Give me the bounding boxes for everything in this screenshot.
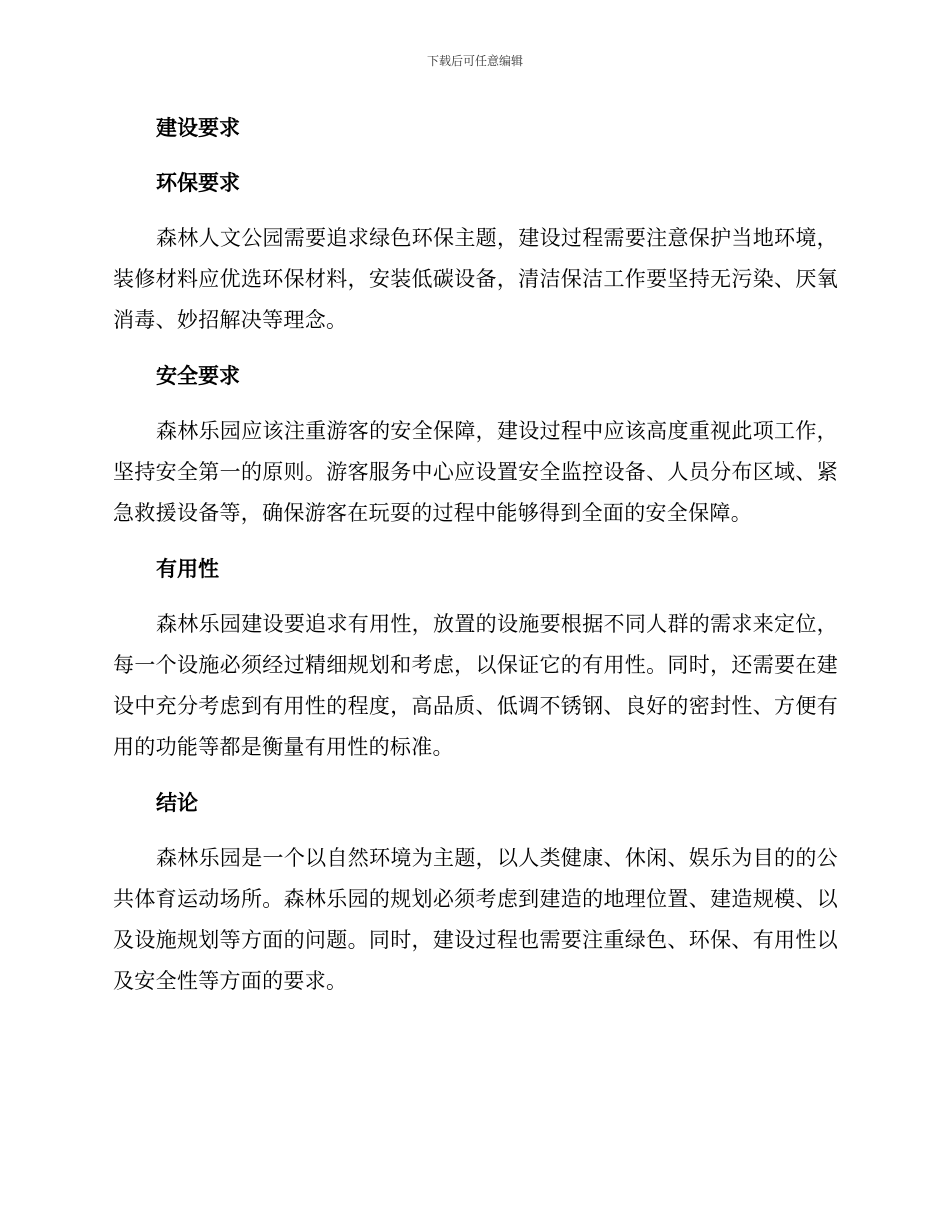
section-heading-safety-requirements: 安全要求	[156, 364, 240, 388]
section-paragraph-conclusion: 森林乐园是一个以自然环境为主题，以人类健康、休闲、娱乐为目的的公共体育运动场所。森林乐园的规划必须考虑到建造的地理位置、建造规模、以及设施规划等方面的问题。同时，建设过程也需要注重绿色、环保、有用性以及安全性等方面的要求。	[113, 846, 838, 993]
section-heading-construction-requirements: 建设要求	[156, 116, 240, 140]
page-header: 下载后可任意编辑	[426, 54, 523, 68]
section-heading-environmental-requirements: 环保要求	[156, 171, 240, 195]
section-paragraph-usefulness: 森林乐园建设要追求有用性，放置的设施要根据不同人群的需求来定位，每一个设施必须经过精细规划和考虑，以保证它的有用性。同时，还需要在建设中充分考虑到有用性的程度，高品质、低调不锈钢、良好的密封性、方便有用的功能等都是衡量有用性的标准。	[113, 612, 838, 759]
section-heading-usefulness: 有用性	[156, 557, 219, 581]
section-paragraph-environmental-requirements: 森林人文公园需要追求绿色环保主题，建设过程需要注意保护当地环境，装修材料应优选环保材料，安装低碳设备，清洁保洁工作要坚持无污染、厌氧消毒、妙招解决等理念。	[113, 226, 838, 332]
section-heading-conclusion: 结论	[156, 791, 198, 815]
section-paragraph-safety-requirements: 森林乐园应该注重游客的安全保障，建设过程中应该高度重视此项工作，坚持安全第一的原则。游客服务中心应设置安全监控设备、人员分布区域、紧急救援设备等，确保游客在玩耍的过程中能够得到全面的安全保障。	[113, 419, 838, 525]
document-body	[113, 108, 838, 1002]
